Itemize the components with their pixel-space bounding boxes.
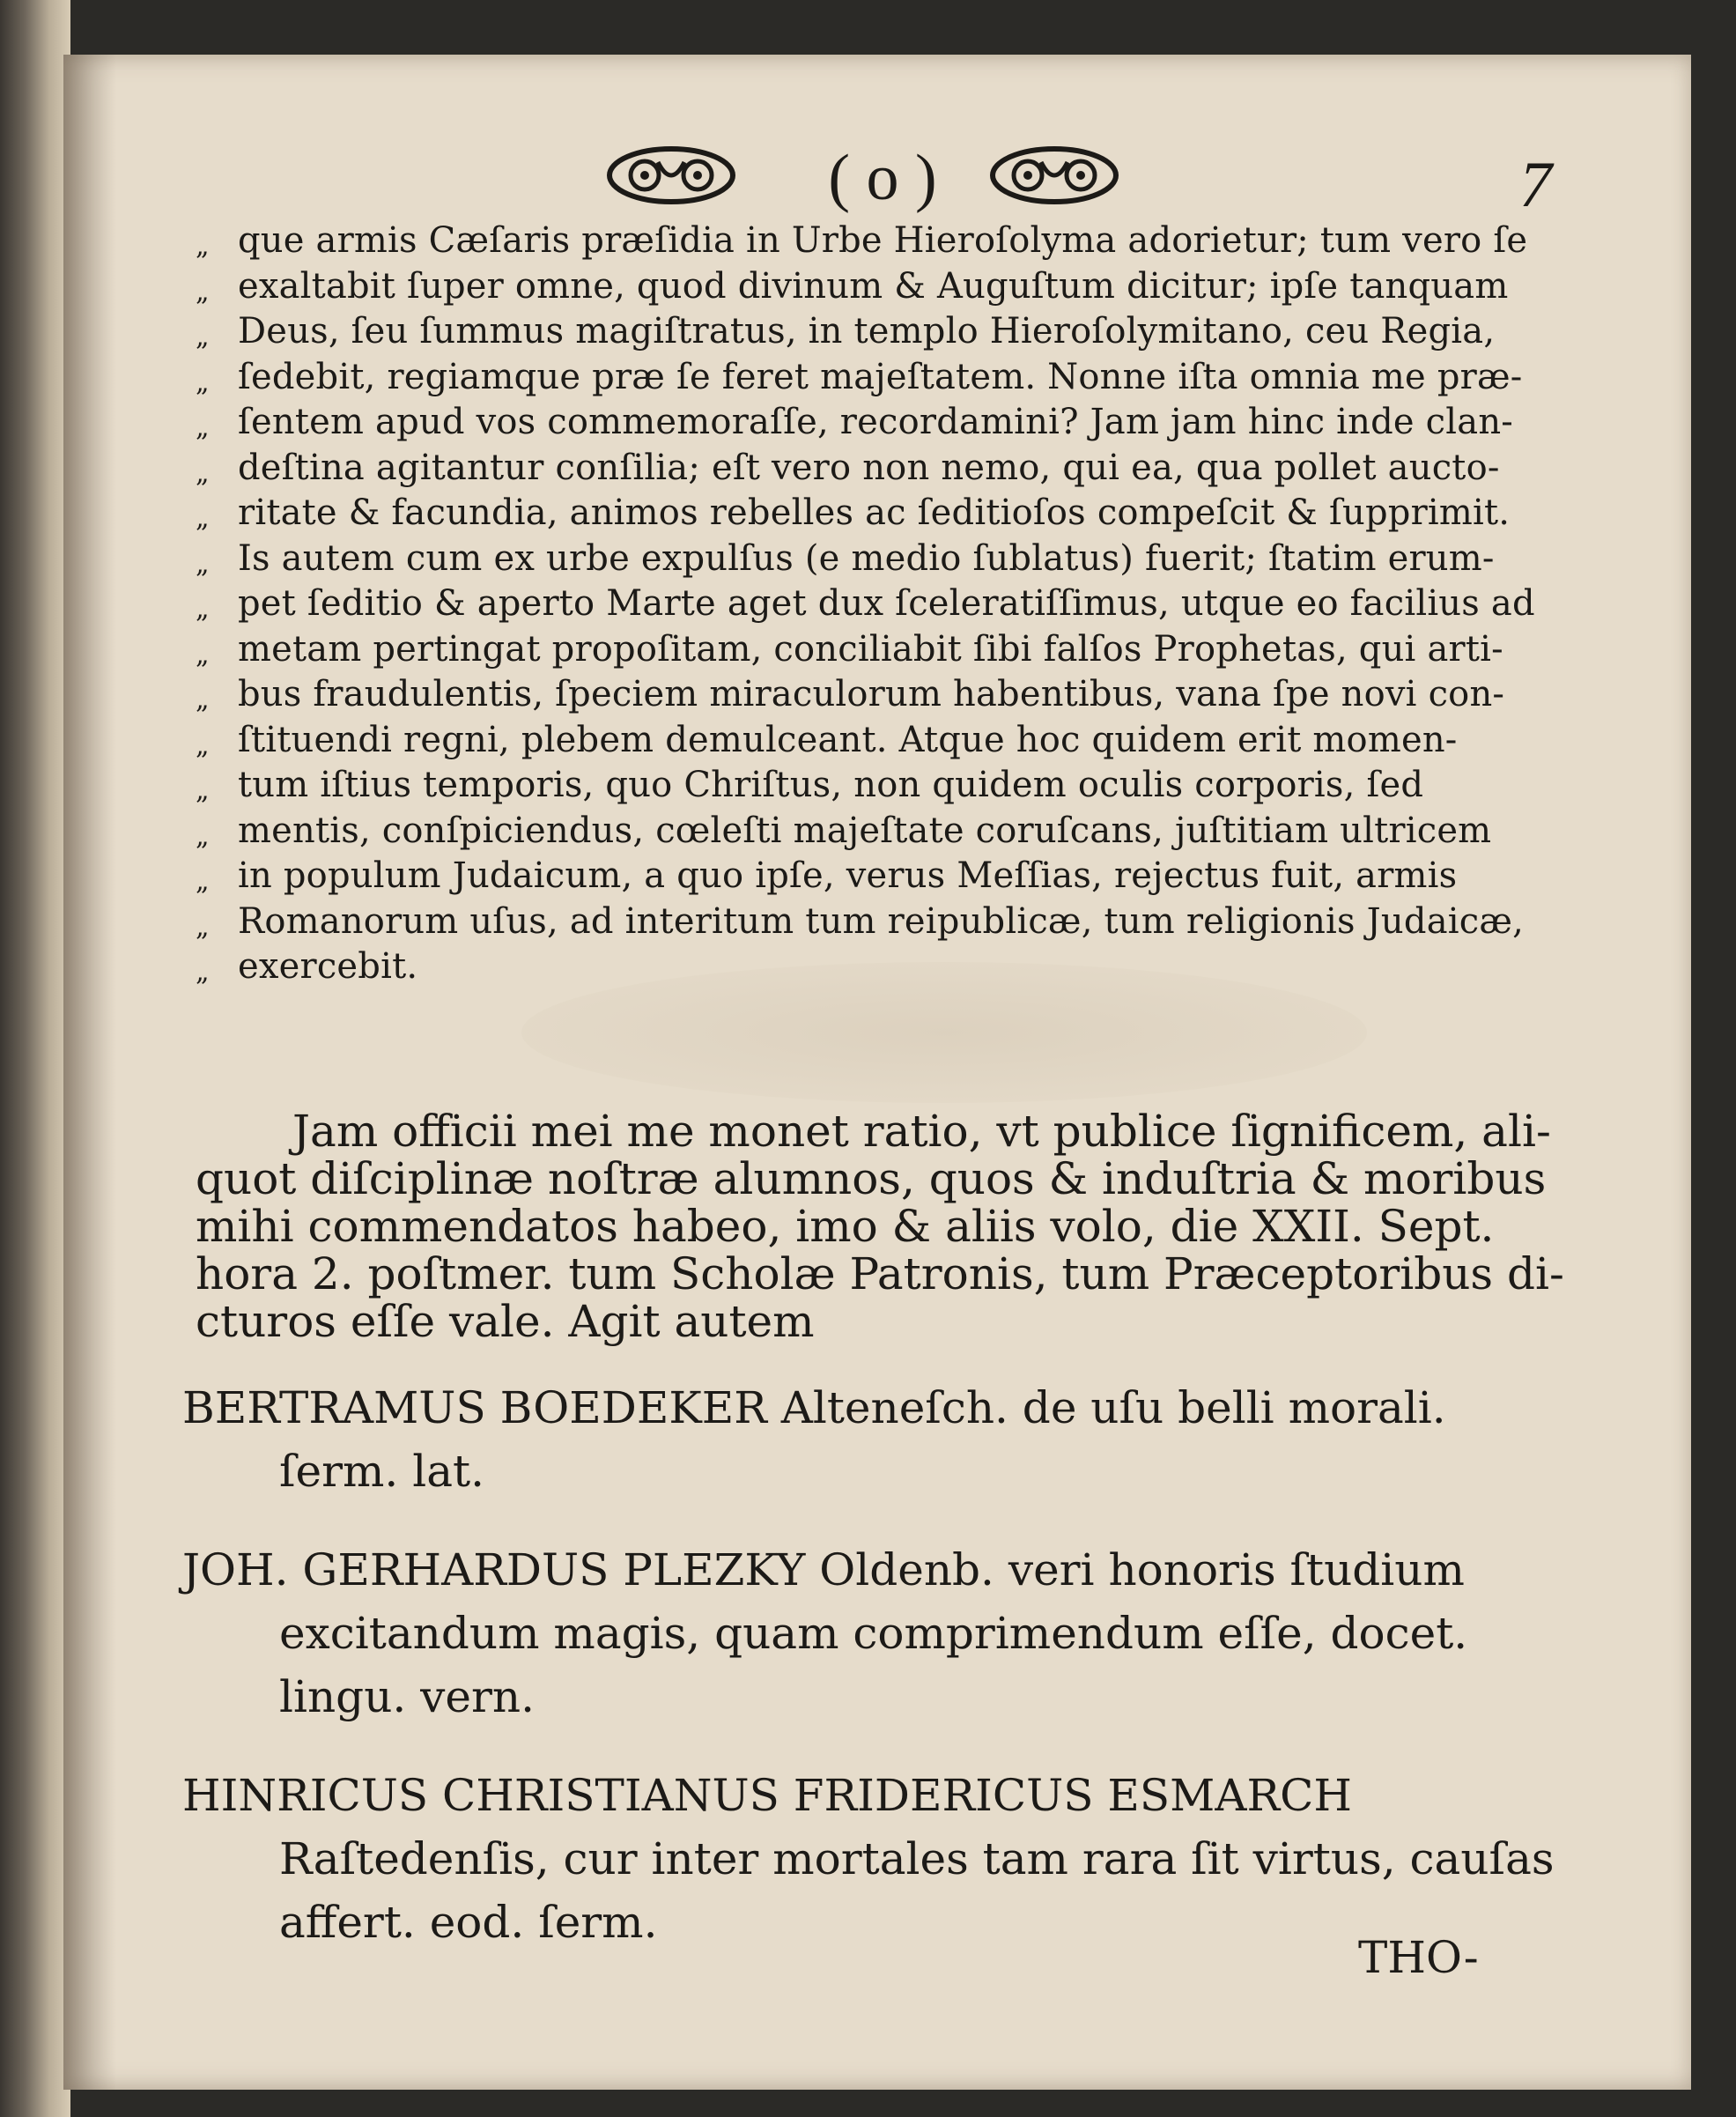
quote-line	[196, 899, 1587, 945]
quote-marker: „	[196, 548, 210, 580]
fleuron-ornament-icon	[988, 144, 1120, 206]
entry-detail-line: ſerm. lat.	[279, 1446, 484, 1497]
speaker-entry	[182, 1538, 1592, 1728]
quote-marker: „	[196, 276, 210, 307]
quote-marker: „	[196, 231, 210, 262]
entry-detail-line: Raſtedenſis, cur inter mortales tam rara ſit virtus, cauſas	[279, 1833, 1555, 1884]
quote-line	[196, 854, 1587, 899]
quote-line-text: tum iſtius temporis, quo Chriſtus, non quidem oculis corporis, ſed	[238, 765, 1424, 805]
speaker-entry	[182, 1376, 1592, 1503]
quoted-passage	[196, 218, 1587, 990]
quote-marker: „	[196, 729, 210, 761]
quote-line	[196, 672, 1587, 718]
paragraph-line: hora 2. poſtmer. tum Scholæ Patronis, tum Præceptoribus di-	[196, 1248, 1564, 1299]
quote-marker: „	[196, 457, 210, 489]
paragraph-line: Jam officii mei me monet ratio, vt publice ſignificem, ali-	[292, 1106, 1551, 1157]
quote-line-text: exercebit.	[238, 946, 418, 987]
quote-marker: „	[196, 366, 210, 398]
quote-line-text: ritate & facundia, animos rebelles ac ſeditioſos compeſcit & ſupprimit.	[238, 492, 1511, 533]
quote-line-text: Deus, ſeu ſummus magiſtratus, in templo Hieroſolymitano, ceu Regia,	[238, 311, 1496, 352]
quote-line	[196, 491, 1587, 537]
entry-name-line: HINRICUS CHRISTIANUS FRIDERICUS ESMARCH	[182, 1770, 1352, 1821]
quote-line	[196, 537, 1587, 582]
quote-line-text: metam pertingat propoſitam, conciliabit ſibi falſos Prophetas, qui arti-	[238, 628, 1503, 670]
speaker-entry	[182, 1764, 1592, 1954]
quote-line-text: ſedebit, regiamque præ ſe feret majeſtatem. Nonne iſta omnia me præ-	[238, 356, 1523, 397]
quote-line	[196, 944, 1587, 990]
page-header	[63, 136, 1691, 224]
page-number: 7	[1519, 149, 1552, 221]
quote-marker: „	[196, 503, 210, 534]
announcement-paragraph	[196, 1107, 1570, 1345]
entry-detail-line: excitandum magis, quam comprimendum eſſe, docet.	[279, 1608, 1468, 1659]
speaker-entries	[182, 1376, 1592, 1989]
quote-line-text: Romanorum uſus, ad interitum tum reipublicæ, tum religionis Judaicæ,	[238, 900, 1525, 942]
quote-marker: „	[196, 594, 210, 625]
paragraph-line: mihi commendatos habeo, imo & aliis volo, die XXII. Sept.	[196, 1201, 1495, 1252]
quote-line	[196, 763, 1587, 809]
entry-name-line: JOH. GERHARDUS PLEZKY Oldenb. veri honoris ſtudium	[182, 1544, 1465, 1595]
quote-marker: „	[196, 820, 210, 852]
quote-line	[196, 446, 1587, 492]
quote-line	[196, 627, 1587, 673]
quote-marker: „	[196, 322, 210, 352]
book-binding-edge	[0, 0, 70, 2117]
quote-line-text: in populum Judaicum, a quo ipſe, verus Meſſias, rejectus fuit, armis	[238, 855, 1458, 896]
quote-line-text: bus fraudulentis, ſpeciem miraculorum habentibus, vana ſpe novi con-	[238, 674, 1505, 714]
quote-line	[196, 809, 1587, 855]
quote-line-text: ſentem apud vos commemoraſſe, recordamini? Jam jam hinc inde clan-	[238, 402, 1514, 442]
quote-line-text: Is autem cum ex urbe expulſus (e medio ſublatus) fuerit; ſtatim erum-	[238, 537, 1495, 579]
quote-line	[196, 355, 1587, 401]
quote-marker: „	[196, 685, 210, 715]
quote-line	[196, 309, 1587, 355]
quote-line-text: ſtituendi regni, plebem demulceant. Atque hoc quidem erit momen-	[238, 719, 1458, 760]
quote-line-text: exaltabit ſuper omne, quod divinum & Auguſtum dicitur; ipſe tanquam	[238, 265, 1509, 307]
quote-marker: „	[196, 957, 210, 988]
quote-marker: „	[196, 412, 210, 443]
entry-name-line: BERTRAMUS BOEDEKER Alteneſch. de uſu belli morali.	[182, 1382, 1446, 1433]
quote-line	[196, 718, 1587, 764]
quote-marker: „	[196, 639, 210, 670]
paragraph-line: cturos eſſe vale. Agit autem	[196, 1296, 815, 1347]
header-center-mark: ( o )	[828, 142, 937, 214]
quote-line	[196, 218, 1587, 264]
quote-marker: „	[196, 775, 210, 806]
quote-line	[196, 581, 1587, 627]
quote-marker: „	[196, 866, 210, 897]
gutter-shadow	[63, 55, 116, 2090]
quote-line-text: deſtina agitantur conſilia; eſt vero non nemo, qui ea, qua pollet aucto-	[238, 447, 1500, 488]
quote-marker: „	[196, 911, 210, 943]
entry-detail-line: affert. eod. ſerm.	[279, 1897, 658, 1948]
quote-line-text: pet ſeditio & aperto Marte aget dux ſceleratiſſimus, utque eo facilius ad	[238, 583, 1535, 624]
quote-line	[196, 400, 1587, 446]
fleuron-ornament-icon	[605, 144, 737, 206]
paragraph-line: quot diſciplinæ noſtræ alumnos, quos & induſtria & moribus	[196, 1153, 1547, 1204]
quote-line-text: que armis Cæſaris præſidia in Urbe Hieroſolyma adorietur; tum vero ſe	[238, 220, 1528, 261]
catchword: THO-	[1358, 1932, 1479, 1983]
book-page	[63, 55, 1691, 2090]
entry-detail-line: lingu. vern.	[279, 1671, 536, 1722]
quote-line-text: mentis, conſpiciendus, cœleſti majeſtate coruſcans, juſtitiam ultricem	[238, 810, 1492, 851]
quote-line	[196, 264, 1587, 310]
